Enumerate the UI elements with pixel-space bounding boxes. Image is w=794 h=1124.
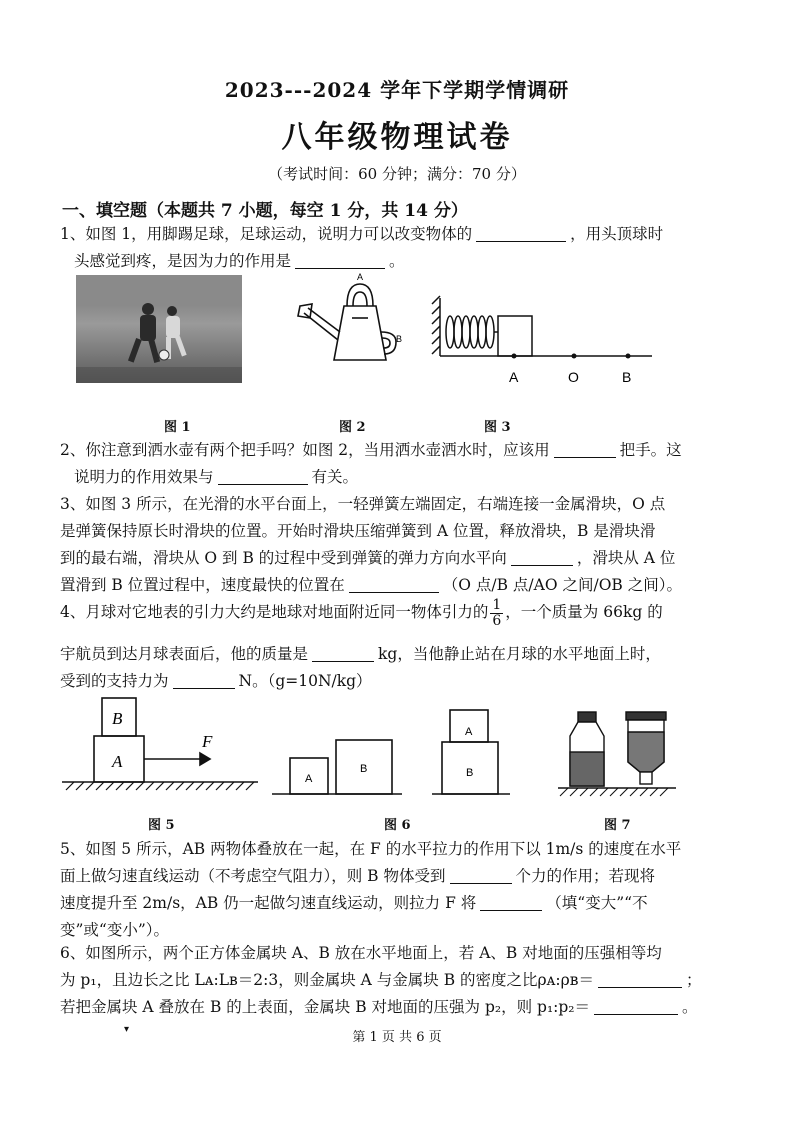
exam-year-title: 2023---2024 学年下学期学情调研 <box>224 78 570 102</box>
fig6-label-a: A <box>305 773 313 785</box>
fig5-label-b: B <box>112 709 123 728</box>
fig3-label-b: B <box>622 369 632 385</box>
q3-text: 到的最右端，滑块从 O 到 B 的过程中受到弹簧的弹力方向水平向 <box>60 549 507 567</box>
figure-6-metal-cubes <box>268 700 530 800</box>
section-heading: 一、填空题（本题共 7 小题，每空 1 分，共 14 分） <box>62 201 468 221</box>
q4-text: N。（g=10N/kg） <box>238 672 372 690</box>
question-1 <box>60 221 744 275</box>
figure-3-caption: 图 3 <box>484 420 511 435</box>
q3-text: ，滑块从 A 位 <box>576 549 676 567</box>
q1-text: 1、如图 1，用脚踢足球，足球运动，说明力可以改变物体的 <box>60 225 473 243</box>
exam-main-title: 八年级物理试卷 <box>281 120 513 155</box>
fig2-label-a: A <box>357 272 364 282</box>
question-3 <box>60 491 744 599</box>
q5-text: 速度提升至 2m/s，AB 仍一起做匀速直线运动，则拉力 F 将 <box>60 894 477 912</box>
question-4 <box>60 595 744 695</box>
q2-text: 把手。这 <box>619 441 682 459</box>
figure-5-caption: 图 5 <box>148 818 175 833</box>
q6-blank-1[interactable] <box>598 969 682 988</box>
q5-line-1: 5、如图 5 所示，AB 两物体叠放在一起，在 F 的水平拉力的作用下以 1m/s 的速度在水平 <box>60 840 682 858</box>
figure-6-caption: 图 6 <box>384 818 411 833</box>
q6-text: ； <box>685 971 702 989</box>
q4-text: 受到的支持力为 <box>60 672 169 690</box>
q5-blank-2[interactable] <box>480 892 542 911</box>
fig3-label-a: A <box>509 369 519 385</box>
scan-speck: ▾ <box>124 1024 130 1035</box>
q4-text: 宇航员到达月球表面后，他的质量是 <box>60 645 309 663</box>
question-6 <box>60 940 744 1021</box>
q3-text: （O 点/B 点/AO 之间/OB 之间）。 <box>442 576 682 594</box>
q2-text: 2、你注意到洒水壶有两个把手吗？如图 2，当用洒水壶洒水时，应该用 <box>60 441 550 459</box>
q4-text: kg，当他静止站在月球的水平地面上时， <box>378 645 661 663</box>
question-2 <box>60 437 744 491</box>
q6-blank-2[interactable] <box>594 996 678 1015</box>
fig6-label-b: B <box>360 763 368 775</box>
q4-text: ，一个质量为 66kg 的 <box>505 603 663 621</box>
q5-text: 面上做匀速直线运动（不考虑空气阻力），则 B 物体受到 <box>60 867 446 885</box>
figure-5-stacked-blocks <box>62 692 262 802</box>
q5-text: （填“变大”“不 <box>546 894 648 912</box>
q3-text: 置滑到 B 位置过程中，速度最快的位置在 <box>60 576 345 594</box>
q6-text: 为 p₁，且边长之比 Lᴀ:Lʙ＝2:3，则金属块 A 与金属块 B 的密度之比ρᴀ:ρʙ＝ <box>60 971 594 989</box>
q3-blank-2[interactable] <box>349 574 439 593</box>
fraction-denominator: 6 <box>492 612 502 629</box>
q6-text: 。 <box>682 998 698 1016</box>
figure-7-bottles <box>558 708 678 804</box>
fig5-label-f: F <box>202 732 213 751</box>
q4-blank-2[interactable] <box>173 670 235 689</box>
q3-line-1: 3、如图 3 所示，在光滑的水平台面上，一轻弹簧左端固定，右端连接一金属滑块，O 点 <box>60 495 666 513</box>
q4-blank-1[interactable] <box>312 643 374 662</box>
exam-info: （考试时间：60 分钟；满分：70 分） <box>268 165 526 183</box>
q1-text: 头感觉到疼，是因为力的作用是 <box>74 252 292 270</box>
q6-line-1: 6、如图所示，两个正方体金属块 A、B 放在水平地面上，若 A、B 对地面的压强相等均 <box>60 944 662 962</box>
figure-1-football-photo <box>76 275 242 383</box>
q4-text: 4、月球对它地表的引力大约是地球对地面附近同一物体引力的 <box>60 603 489 621</box>
q3-line-2: 是弹簧保持原长时滑块的位置。开始时滑块压缩弹簧到 A 位置，释放滑块，B 是滑块滑 <box>60 522 656 540</box>
fig3-label-o: O <box>568 369 579 385</box>
question-5 <box>60 836 744 944</box>
page-footer: 第 1 页 共 6 页 <box>352 1030 442 1045</box>
q2-blank-2[interactable] <box>218 466 308 485</box>
fraction-numerator: 1 <box>492 596 502 613</box>
q4-fraction <box>490 598 503 629</box>
fig6-stacked-label-a: A <box>465 726 473 738</box>
fig2-label-b: B <box>396 334 403 344</box>
fig6-stacked-label-b: B <box>466 767 474 779</box>
q6-text: 若把金属块 A 叠放在 B 的上表面，金属块 B 对地面的压强为 p₂，则 p₁:p₂＝ <box>60 998 591 1016</box>
figure-3-spring-slider <box>430 290 655 390</box>
q1-text: 。 <box>389 252 405 270</box>
figure-2-caption: 图 2 <box>339 420 366 435</box>
q5-text: 个力的作用；若现将 <box>515 867 656 885</box>
q2-blank-1[interactable] <box>554 439 616 458</box>
q2-text: 有关。 <box>311 468 359 486</box>
q5-line-4: 变”或“变小”）。 <box>60 921 170 939</box>
q5-blank-1[interactable] <box>450 865 512 884</box>
q3-blank-1[interactable] <box>511 547 573 566</box>
figure-7-caption: 图 7 <box>604 818 631 833</box>
q1-blank-2[interactable] <box>295 250 385 269</box>
q2-text: 说明力的作用效果与 <box>74 468 214 486</box>
figure-2-watering-can <box>292 270 412 375</box>
figure-1-caption: 图 1 <box>164 420 191 435</box>
q1-text: ，用头顶球时 <box>570 225 664 243</box>
q1-blank-1[interactable] <box>476 223 566 242</box>
fig5-label-a: A <box>112 752 123 771</box>
